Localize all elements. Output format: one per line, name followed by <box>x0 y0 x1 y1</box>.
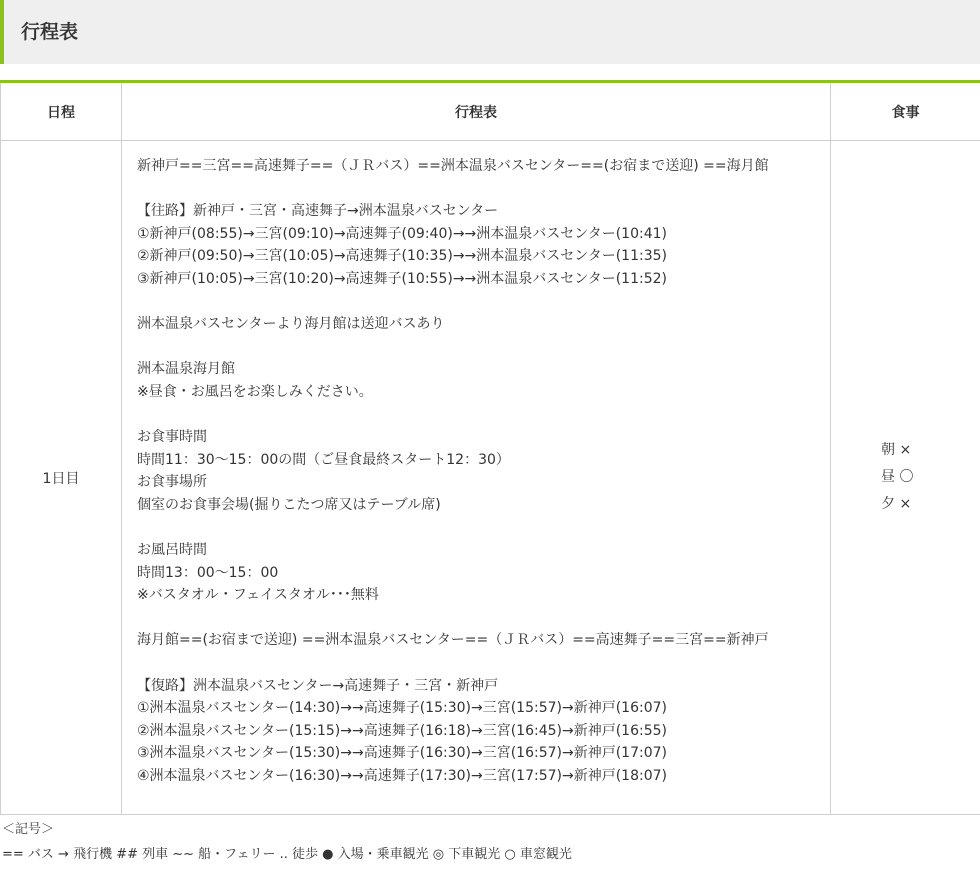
plan-line: お食事場所 <box>137 474 207 491</box>
plan-line <box>137 517 830 540</box>
plan-line: 洲本温泉バスセンターより海月館は送迎バスあり <box>137 316 445 333</box>
section-title: 行程表 <box>21 21 79 43</box>
plan-line <box>137 178 830 201</box>
table-row <box>1 141 980 815</box>
meal-lunch: 昼 〇 <box>881 469 914 485</box>
meal-breakfast: 朝 × <box>881 442 912 458</box>
plan-line: ③洲本温泉バスセンター(15:30)→→高速舞子(16:30)→三宮(16:57)→新神戸(17:07) <box>137 745 667 762</box>
plan-line: 洲本温泉海月館 <box>137 361 235 378</box>
plan-line <box>137 652 830 675</box>
plan-line: 個室のお食事会場(掘りこたつ席又はテーブル席) <box>137 496 441 513</box>
plan-line <box>137 336 830 359</box>
plan-line: 海月館==(お宿まで送迎) ==洲本温泉バスセンター==（ＪＲバス）==高速舞子==三宮==新神戸 <box>137 632 769 649</box>
plan-line: ②洲本温泉バスセンター(15:15)→→高速舞子(16:18)→三宮(16:45)→新神戸(16:55) <box>137 722 667 739</box>
plan-line: ③新神戸(10:05)→三宮(10:20)→高速舞子(10:55)→→洲本温泉バスセンター(11:52) <box>137 270 667 287</box>
plan-line: ④洲本温泉バスセンター(16:30)→→高速舞子(17:30)→三宮(17:57)→新神戸(18:07) <box>137 768 667 785</box>
table-header-row <box>1 82 980 141</box>
plan-cell <box>122 141 831 815</box>
plan-line: 【復路】洲本温泉バスセンター→高速舞子・三宮・新神戸 <box>137 677 499 694</box>
plan-line: 新神戸==三宮==高速舞子==（ＪＲバス）==洲本温泉バスセンター==(お宿まで送迎) ==海月館 <box>137 158 769 174</box>
plan-line: 時間11：30～15：00の間（ご昼食最終スタート12：30） <box>137 451 510 468</box>
plan-line: ※バスタオル・フェイスタオル･･･無料 <box>137 587 379 604</box>
legend-symbols: == バス → 飛行機 ## 列車 ~~ 船・フェリー .. 徒歩 ● 入場・乗車観光 ◎ 下車観光 ○ 車窓観光 <box>2 847 572 862</box>
header-plan: 行程表 <box>122 82 831 141</box>
plan-line: 【往路】新神戸・三宮・高速舞子→洲本温泉バスセンター <box>137 203 499 220</box>
legend-title: ＜記号＞ <box>2 822 55 837</box>
itinerary-table <box>0 80 980 815</box>
plan-line <box>137 607 830 630</box>
meal-dinner: 夕 × <box>881 496 912 512</box>
day-cell: 1日目 <box>1 141 122 815</box>
plan-line <box>137 291 830 314</box>
meal-cell <box>831 141 980 815</box>
plan-line: お風呂時間 <box>137 542 207 559</box>
header-day: 日程 <box>1 82 122 141</box>
plan-line: ①洲本温泉バスセンター(14:30)→→高速舞子(15:30)→三宮(15:57)→新神戸(16:07) <box>137 700 667 717</box>
plan-line <box>137 404 830 427</box>
plan-lines <box>137 155 830 788</box>
plan-line: ①新神戸(08:55)→三宮(09:10)→高速舞子(09:40)→→洲本温泉バスセンター(10:41) <box>137 225 667 242</box>
section-header <box>0 0 980 64</box>
symbol-legend <box>2 817 572 867</box>
header-meal: 食事 <box>831 82 980 141</box>
plan-line: ②新神戸(09:50)→三宮(10:05)→高速舞子(10:35)→→洲本温泉バスセンター(11:35) <box>137 248 667 265</box>
plan-line: 時間13：00～15：00 <box>137 564 279 581</box>
plan-line: ※昼食・お風呂をお楽しみください。 <box>137 383 373 400</box>
plan-line: お食事時間 <box>137 429 207 446</box>
